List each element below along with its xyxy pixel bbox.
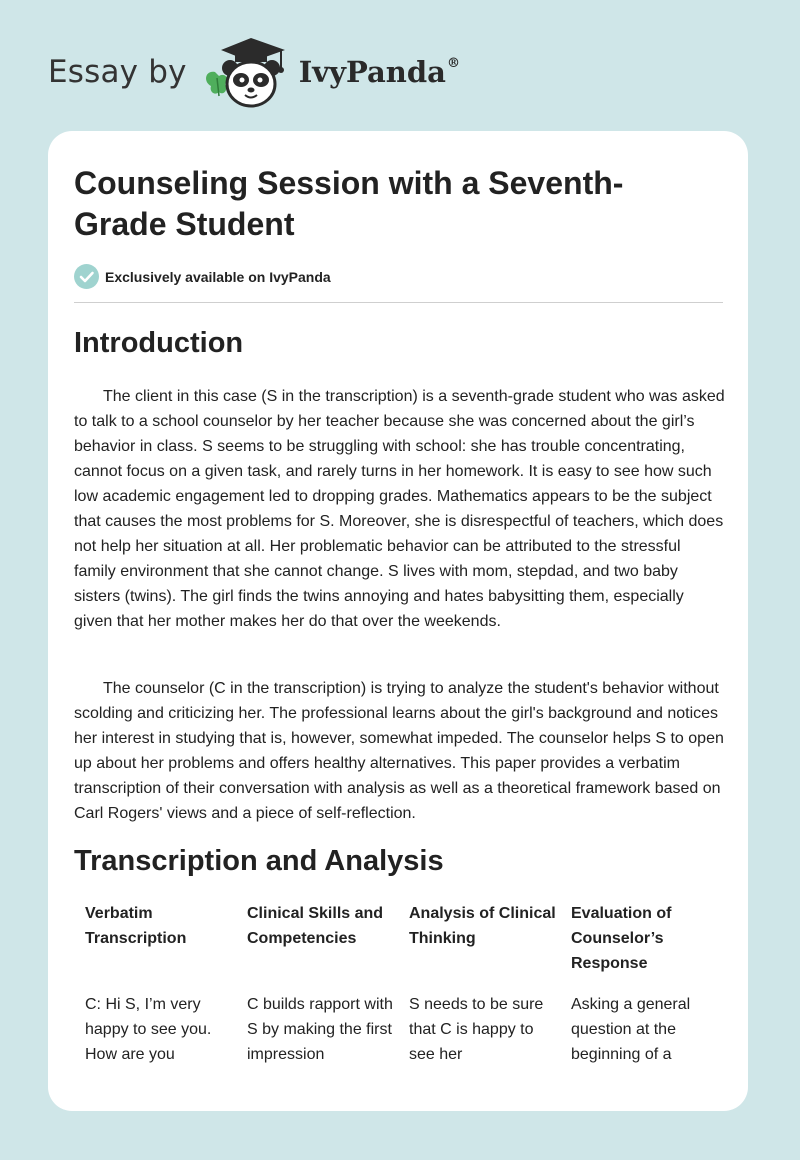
intro-paragraph-2: The counselor (C in the transcription) is trying to analyze the student's behavior without scolding and criticizing her. The professional learns about the girl's background and notices her interest in studying that is, however, somewhat impeded. The counselor helps S to open up about her problems and offers healthy alternatives. This paper provides a verbatim transcription of their conversation with analysis as well as a theoretical framework based on Carl Rogers' views and a piece of self-reflection.: [74, 680, 724, 822]
title-divider: [74, 302, 723, 303]
table-cell: Asking a general question at the beginning of a: [571, 996, 691, 1063]
intro-paragraph-1: The client in this case (S in the transcription) is a seventh-grade student who was asked to talk to a school counselor by her teacher because she was concerned about the girl’s behavior in class. S seems to be struggling with school: she has trouble concentrating, cannot focus on a given task, and rarely turns in her homework. It is easy to see how such low academic engagement led to dropping grades. Mathematics appears to be the subject that causes the most problems for S. Moreover, she is disrespectful of teachers, which does not help her situation at all. Her problematic behavior can be attributed to the stressful family environment that she cannot change. S lives with mom, stepdad, and two baby sisters (twins). The girl finds the twins annoying and hates babysitting them, especially given that her mother makes her do that over the weekends.: [74, 388, 725, 630]
brand-header: [48, 34, 460, 110]
article-card: [48, 131, 748, 1111]
ivy-leaf-icon: [206, 72, 227, 96]
table-cell: C: Hi S, I’m very happy to see you. How are you: [85, 996, 212, 1063]
panda-graduate-icon: [201, 34, 293, 110]
transcription-table: [85, 901, 735, 1067]
section-heading-introduction: Introduction: [74, 327, 244, 359]
section-heading-transcription: Transcription and Analysis: [74, 845, 444, 877]
table-cell: S needs to be sure that C is happy to see her: [409, 996, 544, 1063]
table-cell: C builds rapport with S by making the first impression: [247, 996, 393, 1063]
table-header: Verbatim Transcription: [85, 905, 187, 947]
page-title: Counseling Session with a Seventh-Grade Student: [74, 165, 624, 242]
table-header: Evaluation of Counselor’s Response: [571, 905, 672, 972]
check-circle-icon: [74, 264, 99, 289]
table-header: Analysis of Clinical Thinking: [409, 905, 556, 947]
brand-name[interactable]: [299, 55, 460, 89]
exclusive-label: Exclusively available on IvyPanda: [105, 268, 331, 285]
brand-prefix: Essay by: [48, 54, 187, 90]
brand-name-text[interactable]: IvyPanda: [298, 55, 446, 89]
table-header: Clinical Skills and Competencies: [247, 905, 384, 947]
exclusive-badge: [74, 264, 331, 289]
registered-mark: ®: [446, 56, 460, 72]
